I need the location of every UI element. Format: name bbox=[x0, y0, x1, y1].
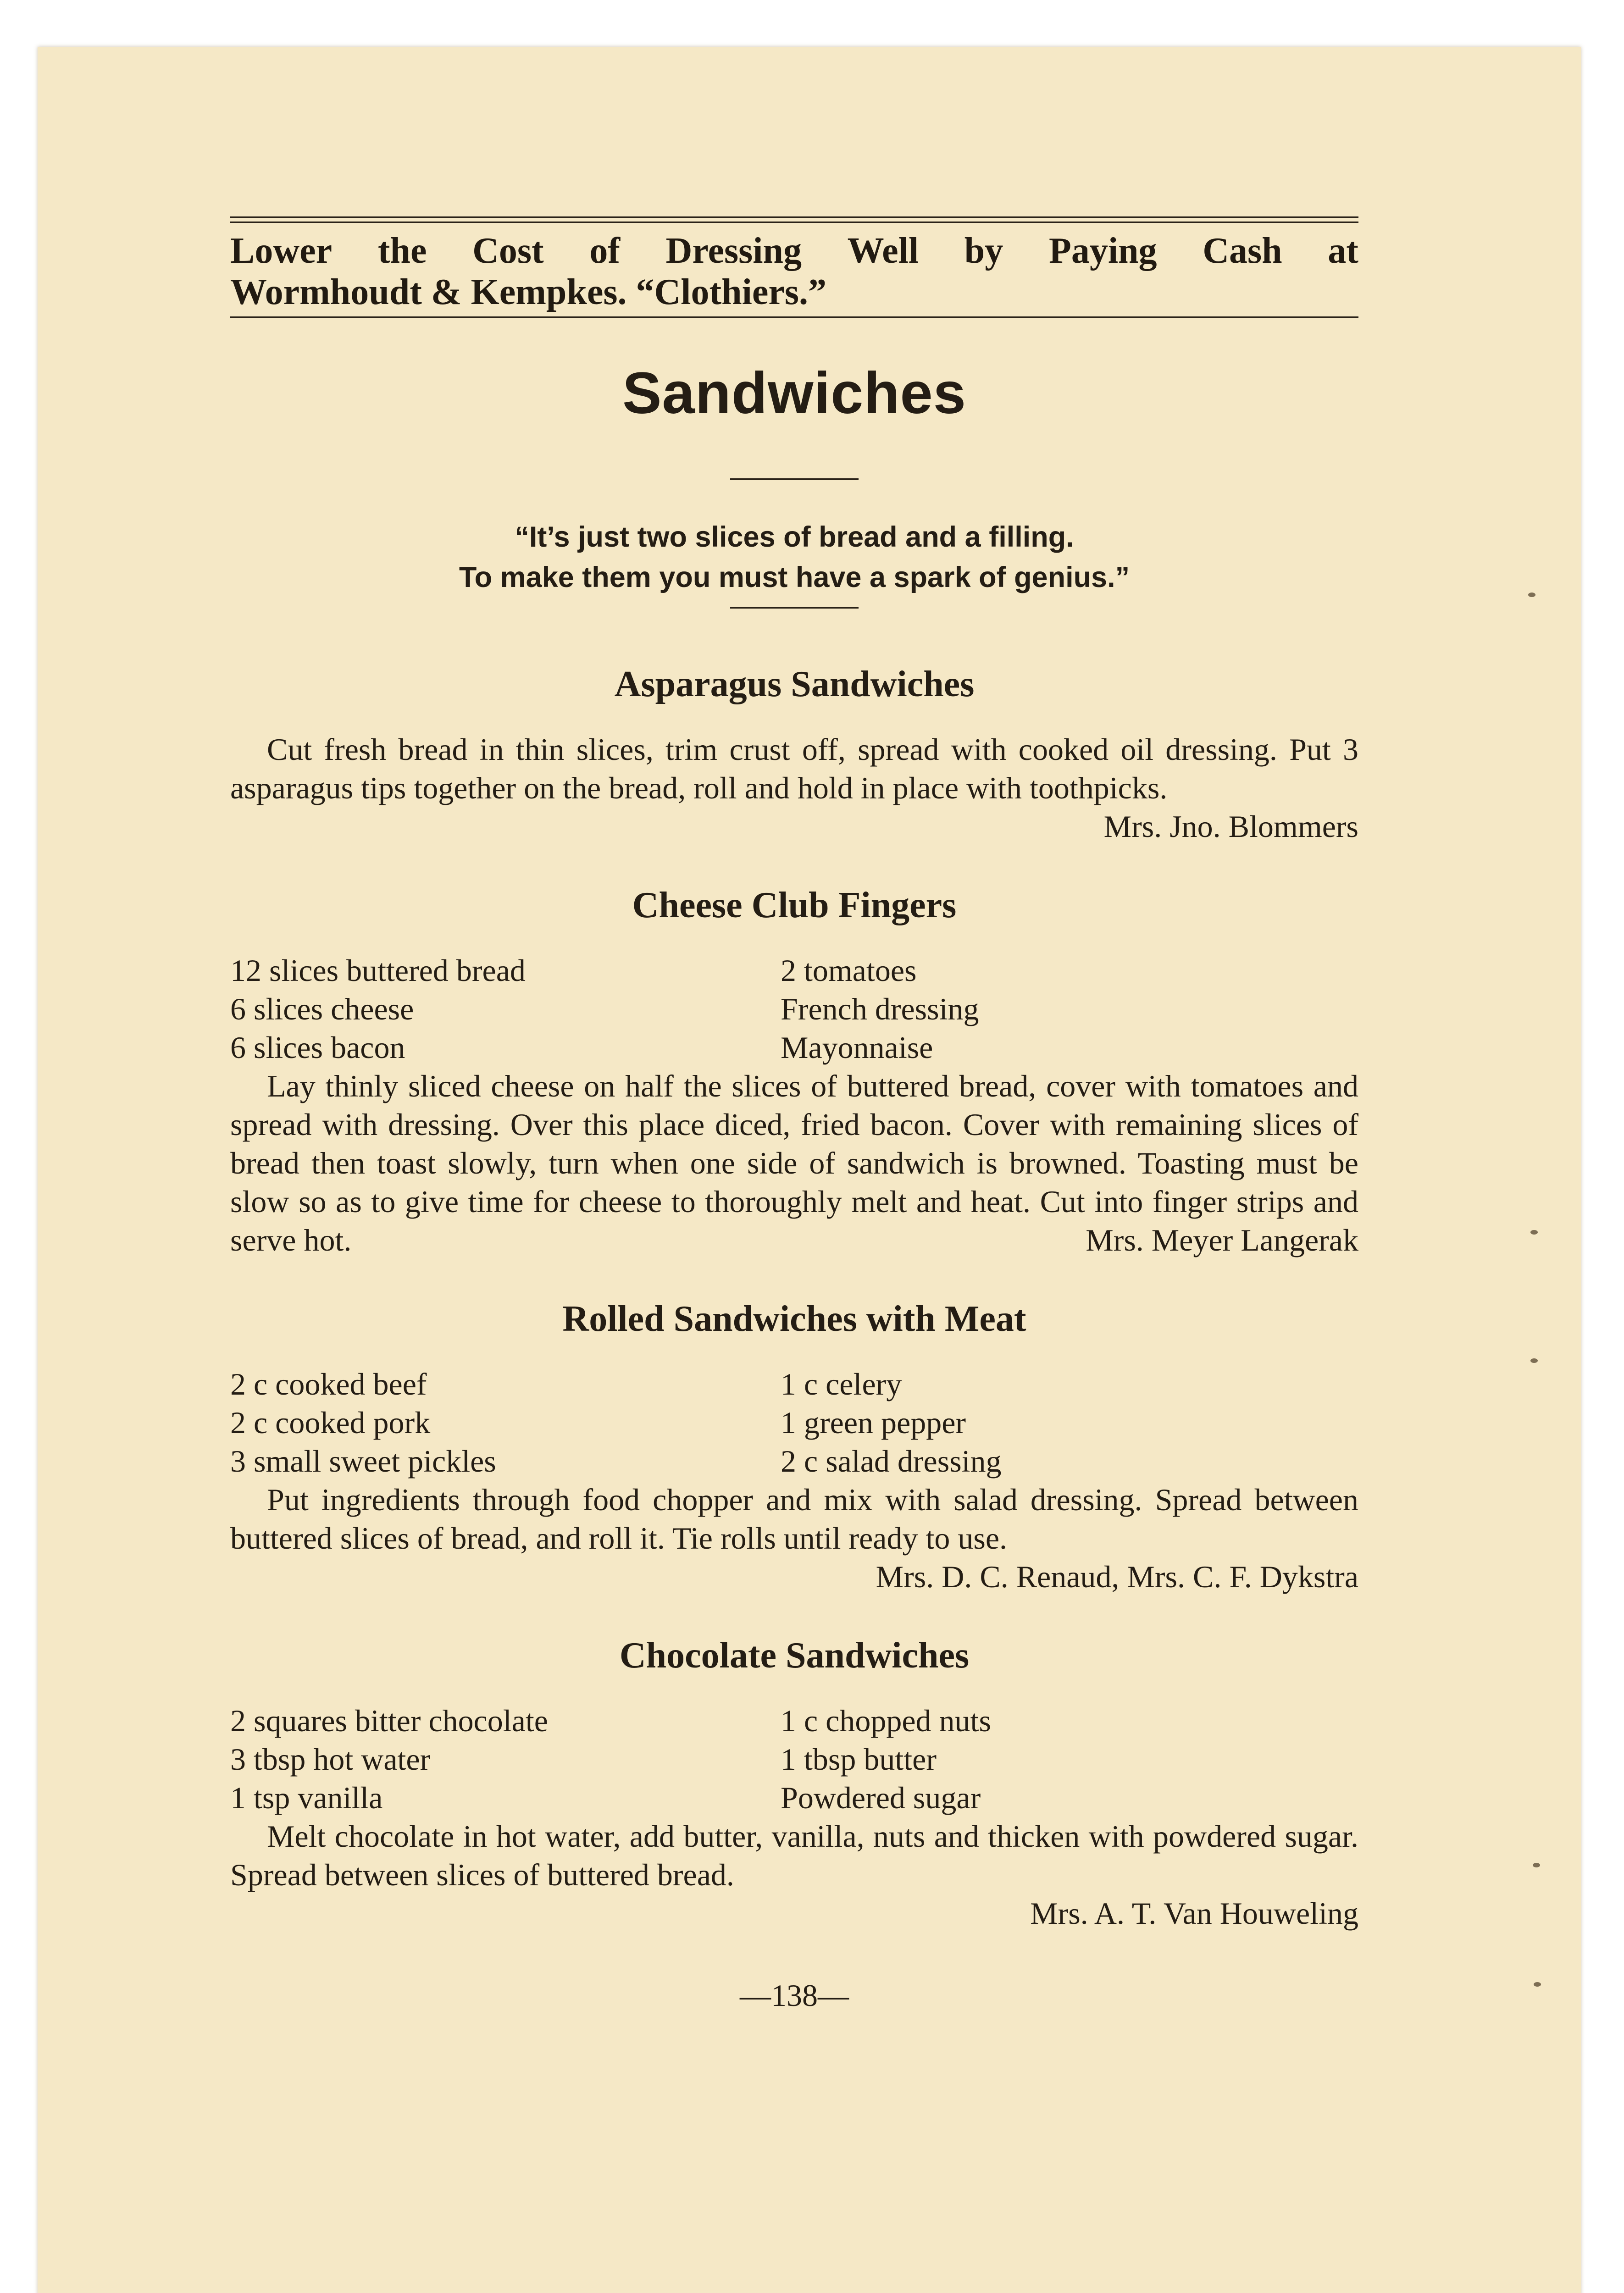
paper-speck bbox=[1528, 593, 1535, 597]
recipe-directions-chocolate: Melt chocolate in hot water, add butter, vanilla, nuts and thicken with powdered sugar. Spread between slices of buttered bread. bbox=[230, 1819, 1358, 1892]
recipe-title-asparagus: Asparagus Sandwiches bbox=[614, 664, 975, 704]
directions-text: Lay thinly sliced cheese on half the slices of buttered bread, cover with tomatoes and spread with dressing. Over this place diced, fried bacon. Cover with remaining slices of bread then toast slowly, turn when one side of sandwich is browned. Toasting must be slow so as to give time for cheese to thoroughly melt and heat. Cut into finger strips and serve hot. bbox=[230, 1069, 1358, 1257]
ingredient: Mayonnaise bbox=[781, 1030, 933, 1065]
ad-bottom-rule bbox=[230, 316, 1358, 318]
ingredient: 1 green pepper bbox=[781, 1405, 966, 1440]
ingredient-row bbox=[230, 951, 1358, 990]
ad-line-2: Wormhoudt & Kempkes. “Clothiers.” bbox=[230, 272, 826, 312]
ingredient: 1 c celery bbox=[781, 1367, 902, 1401]
ingredient-row bbox=[230, 1365, 1358, 1403]
paper-speck bbox=[1534, 1982, 1541, 1987]
ingredient: 1 tbsp butter bbox=[781, 1742, 937, 1777]
ingredient-row bbox=[230, 1442, 1358, 1480]
ad-word: at bbox=[1328, 231, 1358, 271]
directions-text: Cut fresh bread in thin slices, trim crust off, spread with cooked oil dressing. Put 3 asparagus tips together on the bread, roll and hold in place with toothpicks. bbox=[230, 732, 1358, 805]
ad-word: Cost bbox=[472, 231, 544, 271]
ingredients-list-cheese bbox=[230, 951, 1358, 1067]
title-divider bbox=[730, 478, 859, 480]
page-title: Sandwiches bbox=[622, 360, 966, 426]
ad-top-rule bbox=[230, 216, 1358, 223]
ingredient: 2 squares bitter chocolate bbox=[230, 1703, 548, 1738]
quote-divider bbox=[730, 607, 859, 609]
directions-text: Put ingredients through food chopper and mix with salad dressing. Spread between buttered slices of bread, and roll it. Tie rolls until ready to use. bbox=[230, 1482, 1358, 1556]
ingredient: 6 slices cheese bbox=[230, 991, 414, 1026]
ad-word: Well bbox=[847, 231, 919, 271]
paper-speck bbox=[1533, 1863, 1540, 1867]
quote-line-1: “It’s just two slices of bread and a filling. bbox=[515, 521, 1074, 553]
ad-banner bbox=[230, 230, 1358, 313]
ingredient: 2 tomatoes bbox=[781, 953, 917, 988]
ingredients-list-rolled bbox=[230, 1365, 1358, 1480]
ingredient-row bbox=[230, 1740, 1358, 1778]
recipe-title-rolled: Rolled Sandwiches with Meat bbox=[562, 1299, 1026, 1339]
ingredient-row bbox=[230, 1701, 1358, 1740]
ad-word: of bbox=[589, 231, 620, 271]
recipe-directions-rolled bbox=[230, 1480, 1358, 1596]
ad-word: the bbox=[377, 231, 427, 271]
ad-word: Lower bbox=[230, 231, 333, 271]
ad-word: Dressing bbox=[665, 231, 802, 271]
page-content bbox=[230, 216, 1358, 2015]
ingredient-row bbox=[230, 990, 1358, 1028]
ad-word: Cash bbox=[1203, 231, 1282, 271]
ingredients-list-chocolate bbox=[230, 1701, 1358, 1817]
paper-speck bbox=[1530, 1230, 1538, 1235]
recipe-title-chocolate: Chocolate Sandwiches bbox=[619, 1635, 970, 1676]
recipe-title-cheese: Cheese Club Fingers bbox=[632, 885, 957, 925]
ingredient: 2 c cooked beef bbox=[230, 1367, 427, 1401]
quote-line-2: To make them you must have a spark of genius.” bbox=[459, 561, 1130, 593]
recipe-author: Mrs. Jno. Blommers bbox=[1103, 809, 1358, 844]
ingredient: 2 c salad dressing bbox=[781, 1444, 1002, 1479]
ingredient: 3 tbsp hot water bbox=[230, 1742, 431, 1777]
ad-word: Paying bbox=[1048, 231, 1157, 271]
ingredient-row bbox=[230, 1028, 1358, 1067]
recipe-author: Mrs. A. T. Van Houweling bbox=[1030, 1896, 1358, 1931]
ingredient: 6 slices bacon bbox=[230, 1030, 405, 1065]
ingredient: 1 c chopped nuts bbox=[781, 1703, 991, 1738]
recipe-author: Mrs. D. C. Renaud, Mrs. C. F. Dykstra bbox=[876, 1559, 1358, 1594]
ingredient: Powdered sugar bbox=[781, 1780, 981, 1815]
recipe-directions-asparagus bbox=[230, 730, 1358, 846]
ingredient: French dressing bbox=[781, 991, 979, 1026]
ingredient: 2 c cooked pork bbox=[230, 1405, 431, 1440]
ingredient-row bbox=[230, 1778, 1358, 1817]
ad-line-1 bbox=[230, 230, 1358, 271]
ingredient: 3 small sweet pickles bbox=[230, 1444, 496, 1479]
ingredient-row bbox=[230, 1403, 1358, 1442]
recipe-directions-cheese bbox=[230, 1067, 1358, 1259]
ingredient: 12 slices buttered bread bbox=[230, 953, 526, 988]
book-page bbox=[38, 47, 1581, 2293]
ad-word: by bbox=[964, 231, 1003, 271]
page-number: —138— bbox=[740, 1978, 849, 2013]
ingredient: 1 tsp vanilla bbox=[230, 1780, 383, 1815]
recipe-author: Mrs. Meyer Langerak bbox=[1086, 1223, 1358, 1257]
paper-speck bbox=[1530, 1358, 1538, 1363]
epigraph-quote bbox=[230, 517, 1358, 598]
